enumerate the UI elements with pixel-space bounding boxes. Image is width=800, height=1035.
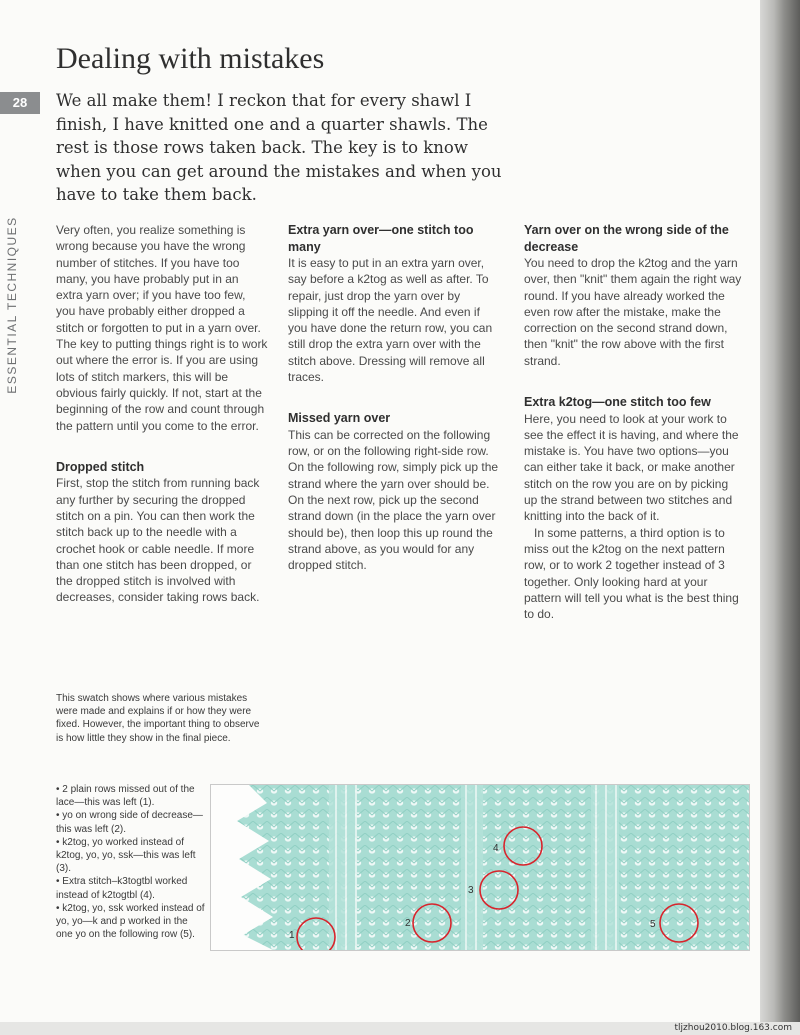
column-2 — [288, 222, 500, 574]
list-item: • 2 plain rows missed out of the lace—this was left (1). — [56, 784, 195, 809]
scan-footer — [0, 1022, 800, 1035]
marker-label-2: 2 — [405, 918, 411, 929]
list-item: • k2tog, yo worked instead of k2tog, yo, yo, ssk—this was left (3). — [56, 836, 196, 875]
marker-label-5: 5 — [650, 919, 656, 930]
marker-label-4: 4 — [493, 843, 499, 854]
swatch-caption: This swatch shows where various mistakes were made and explains if or how they were fixed. However, the important thing to observe is how little they show in the final piece. — [56, 693, 260, 744]
heading-extra-yarn-over: Extra yarn over—one stitch too many — [288, 223, 474, 254]
mistake-marker-4 — [504, 827, 542, 865]
column-3 — [524, 222, 742, 622]
column-1 — [56, 222, 268, 606]
body-paragraph: Here, you need to look at your work to see the effect it is having, and where the mistake is. You have two options—you can either take it back, or make another stitch on the row you are on by picking up the strand between two stitches and knitting into the back of it. — [524, 411, 739, 524]
marker-label-1: 1 — [289, 930, 295, 941]
body-paragraph: It is easy to put in an extra yarn over, say before a k2tog as well as after. To repair, just drop the yarn over by slipping it off the needle. And even if you have done the return row, you can still drop the extra yarn over with the stitch above. Dressing will remove all traces. — [288, 256, 493, 385]
heading-missed-yarn-over: Missed yarn over — [288, 411, 391, 426]
list-item: • yo on wrong side of decrease—this was left (2). — [56, 810, 203, 835]
mistake-marker-2 — [413, 904, 451, 942]
mistake-marker-5 — [660, 904, 698, 942]
body-paragraph: Very often, you realize something is wrong because you have the wrong number of stitches. If you have too many, you have probably put in an extra yarn over; if you have too few, you have probably either dropped a stitch or forgotten to put in a yarn over. The key to putting things right is to work out where the error is. If you are using lots of stitch markers, this will be obvious fairly quickly. If not, start at the beginning of the row and count through the pattern until you come to the error. — [56, 223, 268, 433]
list-item: • k2tog, yo, ssk worked instead of yo, yo—k and p worked in the one yo on the following row (5). — [56, 902, 205, 941]
body-paragraph: You need to drop the k2tog and the yarn over, then "knit" them again the right way round. If you have already worked the even row after the mistake, make the correction on the second strand down, then "knit" the row above with the first strand. — [524, 256, 742, 368]
section-label: ESSENTIAL TECHNIQUES — [5, 216, 19, 394]
body-paragraph: In some patterns, a third option is to miss out the k2tog on the next pattern row, or to work 2 together instead of 3 together. Only looking hard at your pattern will tell you what is the best thing to do. — [524, 525, 739, 622]
heading-extra-k2tog: Extra k2tog—one stitch too few — [524, 395, 711, 410]
body-paragraph: First, stop the stitch from running back any further by securing the dropped stitch on a pin. You can then work the stitch back up to the needle with a crochet hook or cable needle. If more than one stitch has been dropped, or the dropped stitch is involved with decreases, consider taking rows back. — [56, 476, 260, 605]
page-gutter-shadow — [760, 0, 800, 1022]
mistake-marker-1 — [297, 918, 335, 950]
swatch-photo — [210, 784, 750, 951]
watermark-credit: tljzhou2010.blog.163.com — [674, 1023, 792, 1033]
mistake-list — [56, 783, 206, 941]
page-title: Dealing with mistakes — [56, 42, 325, 75]
heading-yarn-over-wrong-side: Yarn over on the wrong side of the decrease — [524, 223, 729, 254]
list-item: • Extra stitch–k3togtbl worked instead of k2togtbl (4). — [56, 876, 188, 901]
mistake-marker-3 — [480, 871, 518, 909]
intro-paragraph: We all make them! I reckon that for every shawl I finish, I have knitted one and a quarter shawls. The rest is those rows taken back. The key is to know when you can get around the mistakes and when you have to take them back. — [56, 91, 502, 204]
page-number: 28 — [0, 92, 40, 114]
heading-dropped-stitch: Dropped stitch — [56, 459, 145, 474]
body-paragraph: This can be corrected on the following row, or on the following right-side row. On the following row, simply pick up the strand where the yarn over should be. On the next row, pick up the second strand down (in the place the yarn over should be), then loop this up round the strand above, as you would for any dropped stitch. — [288, 427, 499, 573]
marker-label-3: 3 — [468, 885, 474, 896]
